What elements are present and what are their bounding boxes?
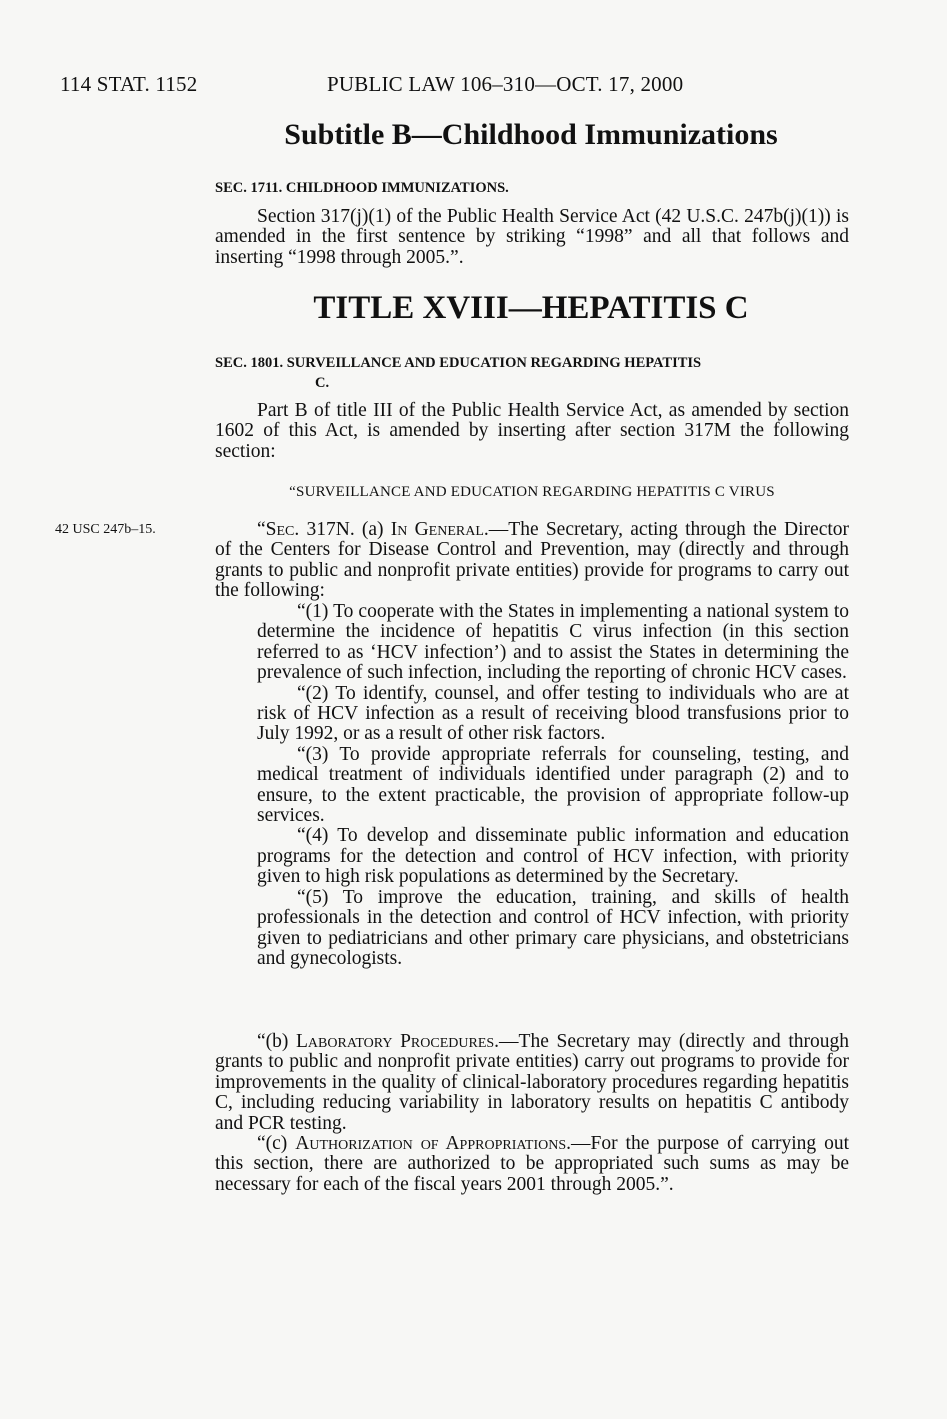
subsection-b-lead: “(b) (257, 1031, 297, 1052)
subsection-b (215, 1032, 849, 1134)
subsection-c (215, 1134, 849, 1195)
section-1711-text: Section 317(j)(1) of the Public Health Service Act (42 U.S.C. 247b(j)(1)) is amended in the first sentence by striking “1998” and all that follows and inserting “1998 through 2005.”. (215, 206, 849, 268)
section-1801-intro: Part B of title III of the Public Health Service Act, as amended by section 1602 of this Act, is amended by inserting after section 317M the following section: (215, 400, 849, 462)
section-1801-heading-line1: SEC. 1801. SURVEILLANCE AND EDUCATION REGARDING HEPATITIS (215, 355, 702, 371)
subsection-c-lead: “(c) (257, 1133, 296, 1155)
subsection-b-text: —The Secretary may (directly and through grants to public and nonprofit private entities) carry out programs to provide for improvements in the quality of clinical-laboratory procedures regarding hepatitis C, including reducing variability in laboratory results on hepatitis C antibody and PCR testing. (215, 1031, 849, 1134)
section-1801-body (215, 401, 849, 462)
section-number: 317N. (a) (299, 519, 391, 540)
section-1801-heading-line2: C. (315, 375, 330, 391)
paragraph-5: “(5) To improve the education, training, and skills of health professionals in the detection and control of HCV infection, with priority given to pediatricians and other primary care physicians, and obstetricians and gynecologists. (257, 886, 849, 969)
subsection-c-heading: Authorization of Appropriations. (295, 1133, 572, 1155)
section-1711-body (215, 207, 849, 268)
paragraph-1: “(1) To cooperate with the States in implementing a national system to determine the incidence of hepatitis C virus infection (in this section referred to as ‘HCV infection’) and to assist the States in determining the prevalence of such infection, including the reporting of chronic HCV cases. (257, 601, 849, 684)
section-1801-heading (215, 353, 849, 393)
paragraph-4: “(4) To develop and disseminate public information and education programs for the detection and control of HCV infection, with priority given to high risk populations as determined by the Secretary. (257, 825, 849, 888)
subsection-a (215, 520, 849, 602)
section-317n-a (215, 520, 849, 602)
subsection-b-heading: Laboratory Procedures. (296, 1031, 500, 1052)
section-1711-heading: SEC. 1711. CHILDHOOD IMMUNIZATIONS. (215, 180, 509, 196)
title-heading: TITLE XVIII—HEPATITIS C (313, 290, 749, 326)
paragraph-list (257, 602, 849, 969)
section-317n-bc (215, 1032, 849, 1195)
inserted-section-heading: “SURVEILLANCE AND EDUCATION REGARDING HEPATITIS C VIRUS (289, 484, 775, 500)
paragraph-3: “(3) To provide appropriate referrals for counseling, testing, and medical treatment of individuals identified under paragraph (2) and to ensure, to the extent practicable, the provision of appropriate follow-up services. (257, 743, 849, 827)
paragraph-2: “(2) To identify, counsel, and offer testing to individuals who are at risk of HCV infection as a result of receiving blood transfusions prior to July 1992, or as a result of other risk factors. (257, 682, 849, 745)
subsection-a-text: —The Secretary, acting through the Director of the Centers for Disease Control and Prevention, may (directly and through grants to public and nonprofit private entities) provide for programs to carry out the following: (215, 519, 850, 602)
subtitle-heading: Subtitle B—Childhood Immunizations (284, 118, 778, 151)
subsection-a-heading: In General. (390, 519, 489, 540)
subsection-c-text: —For the purpose of carrying out this section, there are authorized to be appropriated such sums as may be necessary for each of the fiscal years 2001 through 2005.”. (215, 1133, 849, 1195)
margin-citation: 42 USC 247b–15. (55, 522, 156, 537)
section-prefix: “Sec. (257, 519, 300, 540)
page-reference: 114 STAT. 1152 (60, 72, 198, 96)
law-reference: PUBLIC LAW 106–310—OCT. 17, 2000 (327, 72, 684, 96)
